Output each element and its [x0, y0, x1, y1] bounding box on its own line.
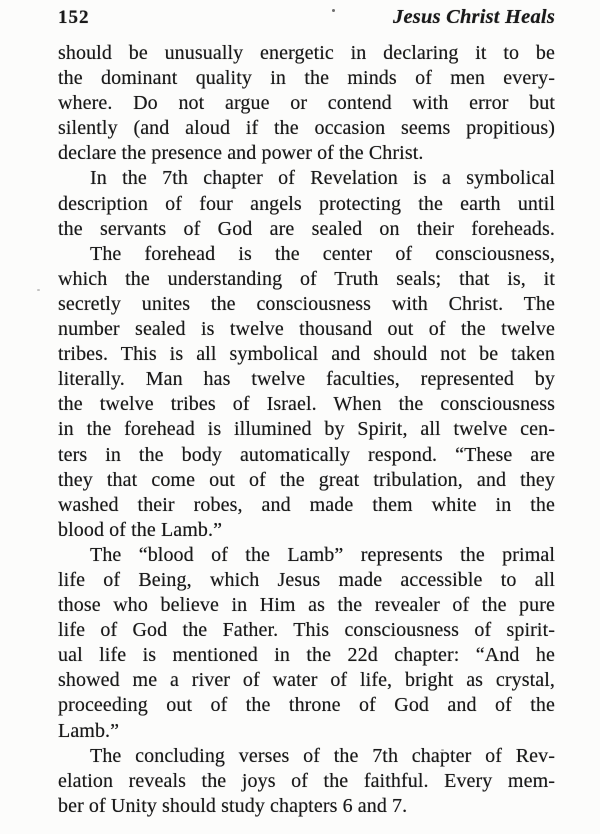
scan-speck	[332, 9, 335, 12]
text-line: description of four angels protecting the earth until	[58, 192, 555, 215]
text-line: The concluding verses of the 7th chapter of Rev-	[90, 744, 555, 767]
text-line: in the forehead is illumined by Spirit, all twelve cen-	[58, 418, 555, 441]
paragraph	[58, 41, 555, 166]
text-line: silently (and aloud if the occasion seems propitious)	[58, 117, 555, 140]
paragraph	[58, 543, 555, 744]
text-line: elation reveals the joys of the faithful. Every mem-	[58, 769, 555, 792]
text-line: life of God the Father. This consciousness of spirit-	[58, 619, 555, 642]
scan-speck	[37, 289, 40, 291]
text-line: The forehead is the center of consciousness,	[90, 242, 555, 265]
scan-speck	[441, 749, 444, 751]
text-line: ual life is mentioned in the 22d chapter: “And he	[58, 644, 555, 667]
text-line: blood of the Lamb.”	[58, 518, 223, 541]
text-line: showed me a river of water of life, bright as crystal,	[58, 669, 555, 692]
text-line: washed their robes, and made them white in the	[58, 493, 555, 516]
text-line: should be unusually energetic in declaring it to be	[58, 42, 555, 64]
text-line: those who believe in Him as the revealer of the pure	[58, 594, 555, 617]
text-line: Lamb.”	[58, 719, 120, 742]
text-line: they that come out of the great tribulation, and they	[58, 468, 555, 491]
paragraph	[58, 744, 555, 819]
text-line: proceeding out of the throne of God and of the	[58, 694, 555, 717]
book-title: Jesus Christ Heals	[393, 6, 555, 28]
text-line: the dominant quality in the minds of men every-	[58, 67, 555, 90]
running-head	[58, 6, 555, 29]
text-line: In the 7th chapter of Revelation is a symbolical	[90, 167, 555, 190]
text-line: literally. Man has twelve faculties, represented by	[58, 368, 555, 391]
page-number: 152	[58, 7, 90, 28]
paragraph	[58, 166, 555, 241]
text-line: the twelve tribes of Israel. When the consciousness	[58, 393, 555, 416]
text-line: where. Do not argue or contend with error but	[58, 92, 555, 115]
text-line: tribes. This is all symbolical and should not be taken	[58, 343, 555, 366]
text-line: which the understanding of Truth seals; that is, it	[58, 267, 555, 290]
text-line: The “blood of the Lamb” represents the primal	[90, 543, 555, 566]
text-line: life of Being, which Jesus made accessible to all	[58, 568, 555, 591]
text-line: declare the presence and power of the Christ.	[58, 142, 424, 165]
text-line: the servants of God are sealed on their foreheads.	[58, 217, 555, 240]
paragraph	[58, 242, 555, 543]
text-line: secretly unites the consciousness with Christ. The	[58, 292, 555, 315]
page-body	[58, 41, 555, 819]
text-line: ber of Unity should study chapters 6 and 7.	[58, 794, 408, 817]
text-line: ters in the body automatically respond. “These are	[58, 443, 555, 466]
text-line: number sealed is twelve thousand out of the twelve	[58, 318, 555, 341]
